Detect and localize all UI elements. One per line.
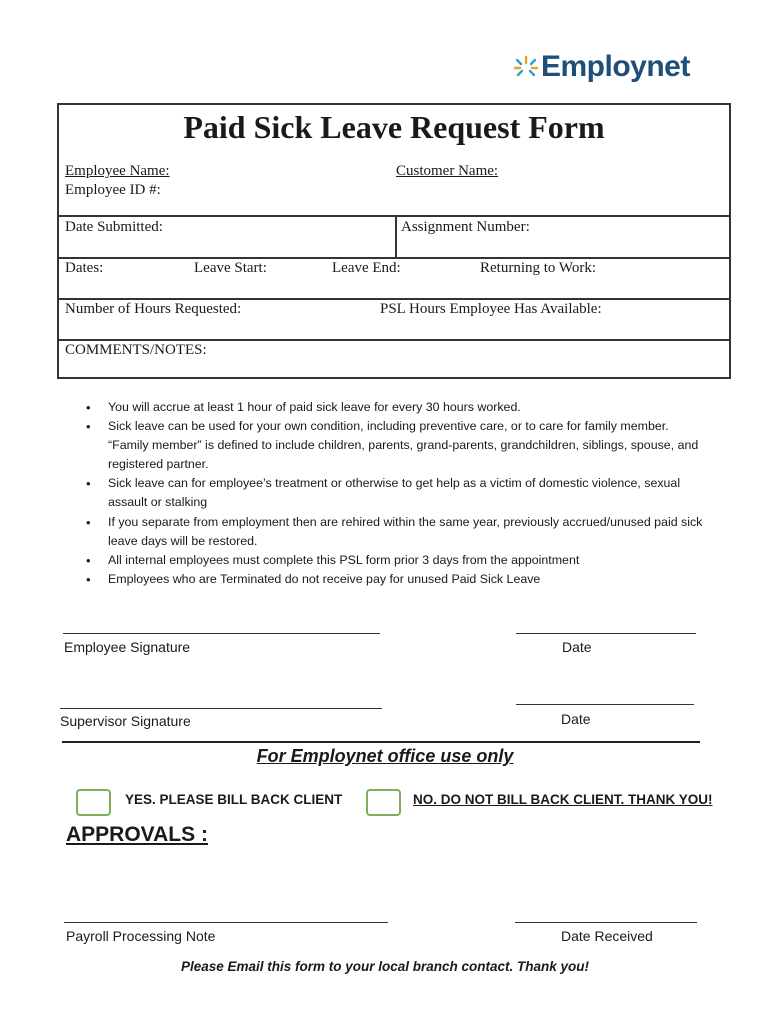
returning-to-work-label[interactable]: Returning to Work: [480,260,597,276]
no-bill-back-checkbox[interactable] [366,789,401,816]
date-line[interactable] [516,704,694,705]
dates-label: Dates: [65,260,104,276]
employee-signature-label: Employee Signature [64,639,191,655]
sparkle-figure-icon [513,54,539,80]
employee-name-label[interactable]: Employee Name: [65,163,170,179]
row-divider [59,298,729,300]
policy-bullet-list [108,398,708,589]
list-item: • Employees who are Terminated do not receive pay for unused Paid Sick Leave [108,570,708,589]
form-title: Paid Sick Leave Request Form [183,109,605,145]
customer-name-label[interactable]: Customer Name: [396,163,499,179]
row-divider [59,215,729,217]
supervisor-signature-line[interactable] [60,708,382,709]
supervisor-signature-label: Supervisor Signature [60,713,191,729]
approvals-heading: APPROVALS : [66,823,208,846]
request-form-table [57,103,731,379]
office-use-heading: For Employnet office use only [256,746,514,766]
row-divider [59,257,729,259]
list-item: • Sick leave can for employee’s treatment or otherwise to get help as a victim of domestic violence, sexual assault or stalking [108,474,708,512]
no-bill-back-label: NO. DO NOT BILL BACK CLIENT. THANK YOU! [413,792,713,807]
employee-signature-line[interactable] [63,633,380,634]
payroll-note-label: Payroll Processing Note [66,928,216,944]
yes-bill-back-checkbox[interactable] [76,789,111,816]
row-divider [59,339,729,341]
assignment-number-label[interactable]: Assignment Number: [401,219,530,235]
comments-label[interactable]: COMMENTS/NOTES: [65,342,207,358]
date-label: Date [561,711,591,727]
leave-start-label[interactable]: Leave Start: [194,260,267,276]
hours-requested-label[interactable]: Number of Hours Requested: [65,301,242,317]
payroll-note-line[interactable] [64,922,388,923]
footer-note: Please Email this form to your local branch contact. Thank you! [180,959,590,974]
date-submitted-label[interactable]: Date Submitted: [65,219,163,235]
logo-text: Employnet [541,50,690,83]
list-item: • Sick leave can be used for your own condition, including preventive care, or to care for family member. “Family member” is defined to include children, parents, grand-parents, grandchildren, siblings, spouse, and registered partner. [108,417,708,474]
yes-bill-back-label: YES. PLEASE BILL BACK CLIENT [125,792,343,807]
list-item: • You will accrue at least 1 hour of paid sick leave for every 30 hours worked. [108,398,708,417]
column-divider [395,215,397,257]
date-received-label: Date Received [561,928,653,944]
date-received-line[interactable] [515,922,697,923]
employnet-logo [513,47,690,87]
psl-hours-available-label[interactable]: PSL Hours Employee Has Available: [380,301,602,317]
leave-end-label[interactable]: Leave End: [332,260,401,276]
list-item: • If you separate from employment then are rehired within the same year, previously accrued/unused paid sick leave days will be restored. [108,513,708,551]
date-line[interactable] [516,633,696,634]
date-label: Date [562,639,592,655]
section-divider [62,741,700,743]
list-item: • All internal employees must complete this PSL form prior 3 days from the appointment [108,551,708,570]
employee-id-label[interactable]: Employee ID #: [65,182,161,198]
